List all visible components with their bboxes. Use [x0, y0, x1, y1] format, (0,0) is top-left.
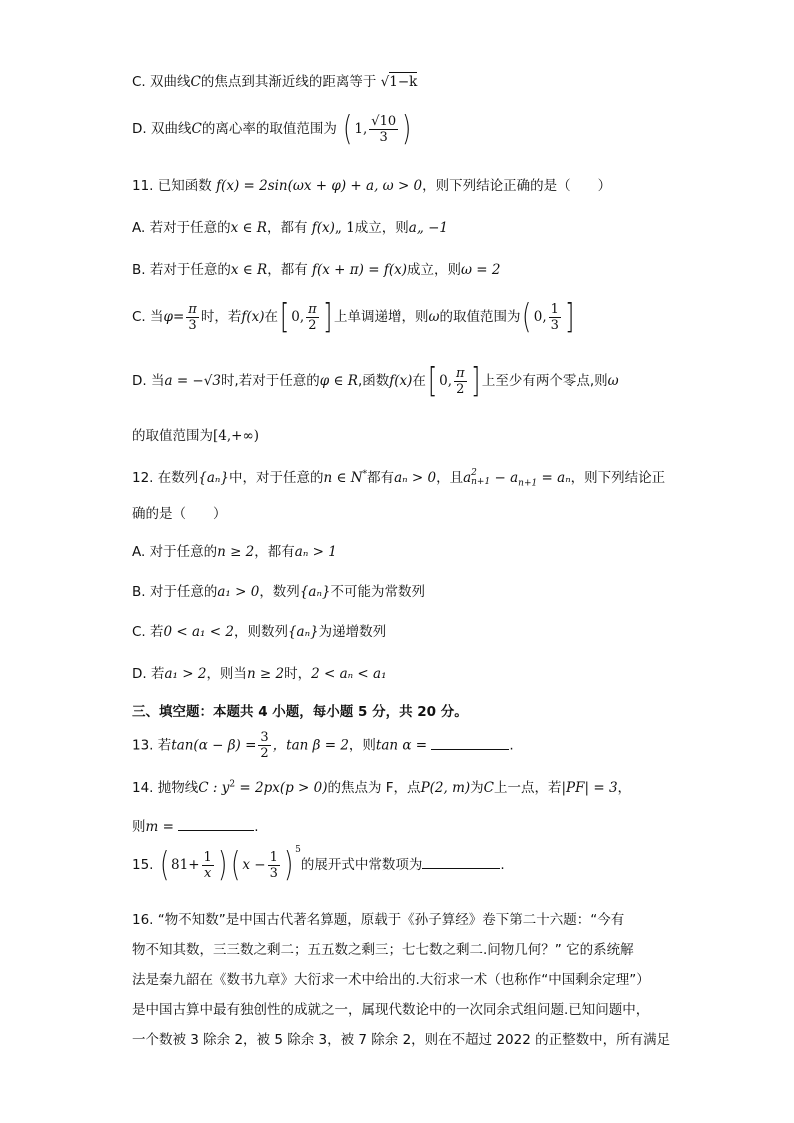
section-heading: 三、填空题：本题共 4 小题，每小题 5 分，共 20 分。: [132, 704, 468, 720]
q11-option-b: B. 若对于任意的x ∈ R，都有 f(x + π) = f(x)成立，则ω = 2: [132, 262, 501, 278]
fraction: $\frac{1}{x}$: [203, 849, 212, 881]
question-13: 13. 若tan(α − β) = $\frac{3}{2}$ ，tan β = 2，则tan α = .: [132, 730, 514, 761]
fraction: $\frac{√10}{3}$: [371, 113, 397, 145]
answer-blank[interactable]: [178, 816, 254, 831]
fraction: $\frac{3}{2}$: [260, 730, 269, 761]
question-15: 15. ( 81+ $\frac{1}{x}$ ) ( x − $\frac{1}{3}$ ) $^5$的展开式中常数项为 .: [132, 844, 505, 885]
question-14-continued: 则m = .: [132, 816, 674, 837]
q12-option-d: D. 若a₁ > 2，则当n ≥ 2时，2 < aₙ < a₁: [132, 666, 387, 682]
sqrt-expression: 1−k: [389, 74, 418, 90]
q11-option-c: C. 当φ= $\frac{\pi}{3}$ 时，若f(x)在[ 0, $\frac{\pi}{2}$ ] 上单调递增，则ω的取值范围为( 0, $\frac{1}{3}$ ]: [132, 297, 575, 337]
question-16-line-1: 16. “物不知数”是中国古代著名算题，原载于《孙子算经》卷下第二十六题：“今有: [132, 912, 625, 928]
q10-option-c: C. 双曲线C的焦点到其渐近线的距离等于 √1−k: [132, 74, 418, 90]
question-16-line-5: 一个数被 3 除余 2，被 5 除余 3，被 7 除余 2，则在不超过 2022 的正整数中，所有满足: [132, 1032, 671, 1048]
answer-blank[interactable]: [422, 854, 500, 869]
q11-option-d-continued: 的取值范围为[4,+∞): [132, 428, 259, 444]
q11-option-d: D. 当a = −√3时,若对于任意的φ ∈ R,函数f(x)在[ 0, $\frac{\pi}{2}$ ] 上至少有两个零点,则ω: [132, 361, 619, 401]
q12-option-c: C. 若0 < a₁ < 2，则数列{aₙ}为递增数列: [132, 624, 387, 640]
question-16-line-4: 是中国古算中最有独创性的成就之一，属现代数论中的一次同余式组问题.已知问题中，: [132, 1002, 650, 1018]
fraction: $\frac{1}{3}$: [550, 301, 559, 333]
fraction: $\frac{\pi}{2}$: [456, 365, 465, 397]
q11-option-a: A. 若对于任意的x ∈ R，都有 f(x)„ 1成立，则a„ −1: [132, 220, 449, 236]
answer-blank[interactable]: [431, 735, 509, 750]
question-12: 12. 在数列{aₙ}中，对于任意的n ∈ N*都有aₙ > 0，且a 2 n+1 − $a_{n+1} = a_n$，则下列结论正: [132, 468, 666, 489]
question-16-line-3: 法是秦九韶在《数书九章》大衍求一术中给出的.大衍求一术（也称作“中国剩余定理”）: [132, 972, 650, 988]
question-14: 14. 抛物线C : $y^2 = 2px(p > 0)$的焦点为 F，点P(2, m)为C上一点，若|PF| = 3，: [132, 779, 632, 796]
q12-option-a: A. 对于任意的n ≥ 2，都有aₙ > 1: [132, 544, 337, 560]
question-11: 11. 已知函数 f(x) = 2sin(ωx + φ) + a, ω > 0，则下列结论正确的是（ ）: [132, 178, 612, 194]
q12-option-b: B. 对于任意的a₁ > 0，数列{aₙ}不可能为常数列: [132, 584, 426, 600]
q10-option-d: D. 双曲线C的离心率的取值范围为 ( 1, $\frac{√10}{3}$ ): [132, 109, 412, 149]
fraction: $\frac{\pi}{2}$: [308, 301, 317, 333]
fraction: $\frac{1}{3}$: [269, 849, 278, 881]
question-12-continued: 确的是（ ）: [132, 506, 227, 522]
fraction: $\frac{\pi}{3}$: [188, 301, 197, 333]
question-16-line-2: 物不知其数，三三数之剩二；五五数之剩三；七七数之剩二.问物几何？” 它的系统解: [132, 942, 634, 958]
